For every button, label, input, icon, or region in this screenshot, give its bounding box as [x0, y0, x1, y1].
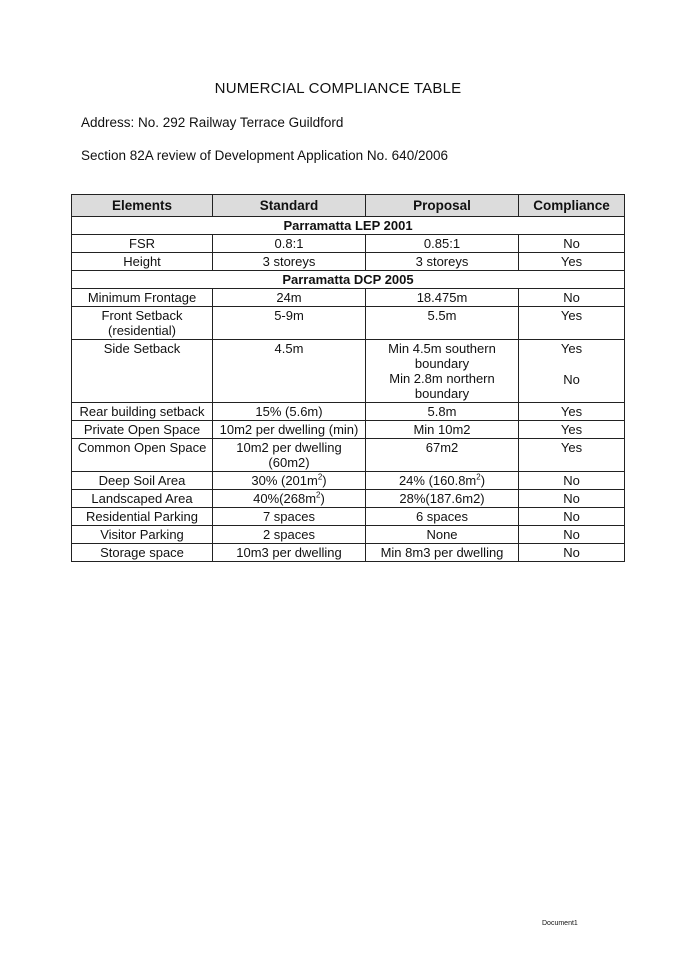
cell-compliance: Yes: [519, 439, 625, 472]
cell-standard: 24m: [213, 289, 366, 307]
compliance-table: [71, 194, 625, 562]
table-row: [72, 526, 625, 544]
header-compliance: Compliance: [519, 195, 625, 217]
cell-proposal: 24% $(160.8m^2)$: [366, 472, 519, 490]
cell-element: Minimum Frontage: [72, 289, 213, 307]
document-title: NUMERCIAL COMPLIANCE TABLE: [214, 80, 462, 97]
cell-standard: 2 spaces: [213, 526, 366, 544]
cell-compliance: No: [519, 490, 625, 508]
proposal-southern: Min 4.5m southern boundary: [388, 341, 496, 371]
cell-proposal: 67m2: [366, 439, 519, 472]
table-row: [72, 289, 625, 307]
cell-proposal: [366, 340, 519, 403]
section-title-lep: Parramatta LEP 2001: [72, 217, 625, 235]
header-elements: Elements: [72, 195, 213, 217]
cell-element: Residential Parking: [72, 508, 213, 526]
cell-proposal: 18.475m: [366, 289, 519, 307]
cell-element: Visitor Parking: [72, 526, 213, 544]
proposal-northern: Min 2.8m northern boundary: [389, 371, 495, 401]
section-line: Section 82A review of Development Application No. 640/2006: [81, 148, 448, 163]
cell-standard: 30% $(201m^2)$: [213, 472, 366, 490]
cell-proposal: None: [366, 526, 519, 544]
cell-compliance: Yes: [519, 421, 625, 439]
cell-element: Landscaped Area: [72, 490, 213, 508]
cell-proposal: 28%(187.6m2): [366, 490, 519, 508]
compliance-northern: No: [563, 372, 580, 387]
cell-element: Height: [72, 253, 213, 271]
cell-compliance: Yes: [519, 253, 625, 271]
cell-standard: 10m2 per dwelling (60m2): [213, 439, 366, 472]
table-row: [72, 403, 625, 421]
cell-compliance: No: [519, 289, 625, 307]
compliance-southern: Yes: [560, 341, 583, 356]
header-row: [72, 195, 625, 217]
cell-proposal: 3 storeys: [366, 253, 519, 271]
table-row: [72, 235, 625, 253]
section-title-dcp: Parramatta DCP 2005: [72, 271, 625, 289]
cell-standard: 7 spaces: [213, 508, 366, 526]
cell-element: Deep Soil Area: [72, 472, 213, 490]
cell-compliance: Yes: [519, 403, 625, 421]
table-row: [72, 421, 625, 439]
section-row-lep: [72, 217, 625, 235]
cell-element: Private Open Space: [72, 421, 213, 439]
table-row: [72, 490, 625, 508]
cell-compliance: No: [519, 508, 625, 526]
cell-standard: $40\%(268m^2)$: [213, 490, 366, 508]
cell-standard: 15% (5.6m): [213, 403, 366, 421]
cell-element: Rear building setback: [72, 403, 213, 421]
cell-compliance: No: [519, 544, 625, 562]
cell-compliance: No: [519, 526, 625, 544]
cell-compliance: No: [519, 472, 625, 490]
cell-standard: 4.5m: [213, 340, 366, 403]
table-row: [72, 508, 625, 526]
header-proposal: Proposal: [366, 195, 519, 217]
cell-compliance: [519, 340, 625, 403]
table-row: [72, 472, 625, 490]
table-row: [72, 544, 625, 562]
cell-proposal: 0.85:1: [366, 235, 519, 253]
cell-proposal: Min 10m2: [366, 421, 519, 439]
table-row: [72, 307, 625, 340]
cell-proposal: 5.5m: [366, 307, 519, 340]
cell-standard: 3 storeys: [213, 253, 366, 271]
cell-standard: 10m2 per dwelling (min): [213, 421, 366, 439]
cell-proposal: 6 spaces: [366, 508, 519, 526]
cell-compliance: No: [519, 235, 625, 253]
section-row-dcp: [72, 271, 625, 289]
address-line: Address: No. 292 Railway Terrace Guildford: [81, 115, 344, 130]
table-row: [72, 253, 625, 271]
cell-standard: 0.8:1: [213, 235, 366, 253]
cell-element: Side Setback: [72, 340, 213, 403]
table-row: [72, 439, 625, 472]
cell-element: Front Setback (residential): [72, 307, 213, 340]
cell-proposal: Min 8m3 per dwelling: [366, 544, 519, 562]
cell-element: FSR: [72, 235, 213, 253]
cell-standard: 5-9m: [213, 307, 366, 340]
cell-element: Storage space: [72, 544, 213, 562]
header-standard: Standard: [213, 195, 366, 217]
document-footer: Document1: [542, 920, 578, 927]
cell-compliance: Yes: [519, 307, 625, 340]
cell-proposal: 5.8m: [366, 403, 519, 421]
cell-standard: 10m3 per dwelling: [213, 544, 366, 562]
cell-element: Common Open Space: [72, 439, 213, 472]
table-row: [72, 340, 625, 403]
